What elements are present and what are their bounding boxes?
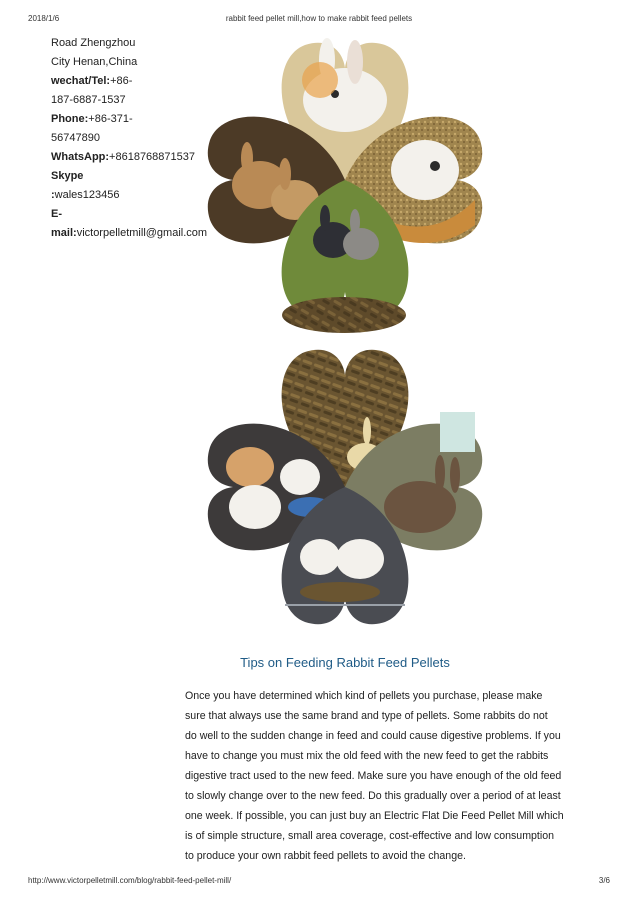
footer-url[interactable]: http://www.victorpelletmill.com/blog/rabbit-feed-pellet-mill/ bbox=[28, 876, 232, 885]
paragraph-line: sure that always use the same brand and type of pellets. Some rabbits do not bbox=[185, 710, 548, 722]
paragraph-line: to slowly change over to the new feed. Do this gradually over a period of at least bbox=[185, 790, 561, 802]
tips-paragraph bbox=[185, 686, 600, 866]
paragraph-line: do well to the sudden change in feed and could cause digestive problems. If you bbox=[185, 730, 561, 742]
whatsapp-line bbox=[51, 148, 196, 167]
email-link[interactable]: victorpelletmill@gmail.com bbox=[76, 227, 208, 239]
phone-line bbox=[51, 110, 184, 129]
phone-value-part2: 56747890 bbox=[51, 132, 100, 144]
wechat-label: wechat/Tel: bbox=[51, 75, 111, 87]
paragraph-line: is of simple structure, small area coverage, cost-effective and low consumption bbox=[185, 830, 554, 842]
paragraph-line: to produce your own rabbit feed pellets to avoid the change. bbox=[185, 850, 466, 862]
wechat-line bbox=[51, 72, 184, 91]
skype-line bbox=[51, 186, 184, 205]
email-label-part1: E- bbox=[51, 208, 62, 220]
phone-label: Phone: bbox=[51, 113, 89, 125]
skype-colon: : bbox=[51, 189, 55, 201]
skype-value: wales123456 bbox=[54, 189, 120, 201]
whatsapp-value: +8618768871537 bbox=[109, 151, 196, 163]
wechat-value-part1: +86- bbox=[110, 75, 133, 87]
address-line-1: Road Zhengzhou bbox=[51, 37, 136, 49]
section-title: Tips on Feeding Rabbit Feed Pellets bbox=[240, 655, 450, 670]
email-label-part2: mail: bbox=[51, 227, 77, 239]
header-date: 2018/1/6 bbox=[28, 14, 60, 23]
wechat-value-part2: 187-6887-1537 bbox=[51, 94, 126, 106]
skype-label: Skype bbox=[51, 170, 84, 182]
paragraph-line: digestive tract used to the new feed. Make sure you have enough of the old feed bbox=[185, 770, 562, 782]
email-line bbox=[51, 224, 208, 243]
header-title: rabbit feed pellet mill,how to make rabbit feed pellets bbox=[225, 14, 413, 23]
contact-block bbox=[51, 34, 208, 243]
whatsapp-label: WhatsApp: bbox=[51, 151, 110, 163]
rabbit-collage-image-2 bbox=[184, 342, 506, 644]
phone-value-part1: +86-371- bbox=[88, 113, 133, 125]
paragraph-line: have to change you must mix the old feed with the new feed to get the rabbits bbox=[185, 750, 549, 762]
paragraph-line: Once you have determined which kind of pellets you purchase, please make bbox=[185, 690, 543, 702]
address-line-2: City Henan,China bbox=[51, 56, 138, 68]
paragraph-line: one week. If possible, you can just buy an Electric Flat Die Feed Pellet Mill which bbox=[185, 810, 564, 822]
rabbit-collage-image-1 bbox=[184, 30, 506, 342]
footer-page-number: 3/6 bbox=[598, 876, 610, 885]
